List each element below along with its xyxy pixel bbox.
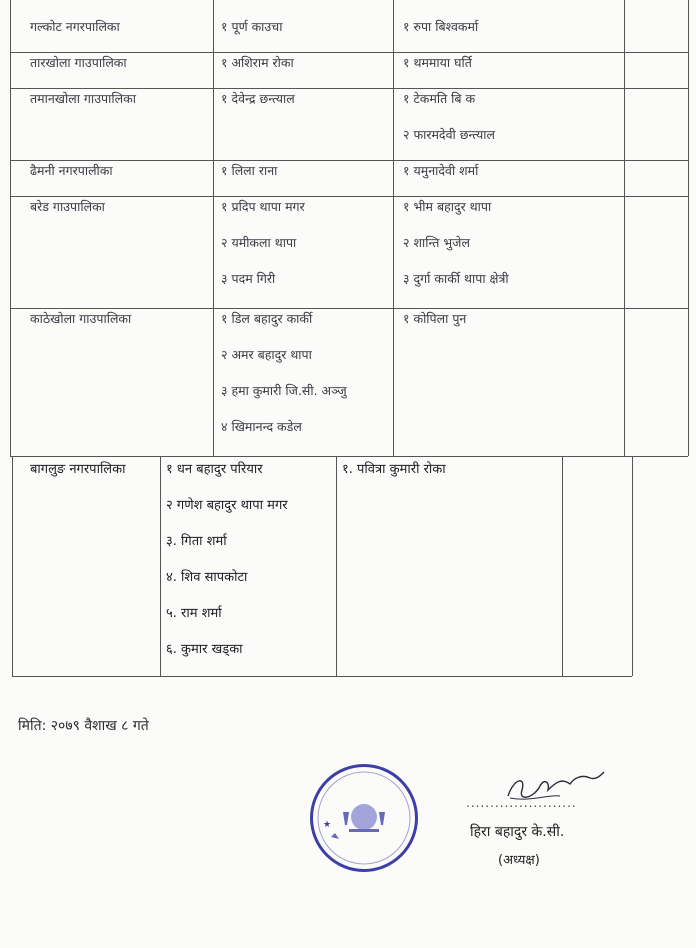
signatory-role: (अध्यक्ष): [498, 853, 540, 868]
table-row-border: [10, 88, 688, 89]
table-column-border: [12, 456, 13, 676]
seal-graphic: [313, 767, 415, 869]
candidate-name: १ थममाया घर्ति: [403, 55, 472, 70]
table-row-border: [10, 52, 688, 53]
candidate-name: ४ खिमानन्द कडेल: [221, 419, 302, 434]
candidate-name: १ कोपिला पुन: [403, 311, 467, 326]
candidate-name: १ अशिराम रोका: [221, 55, 294, 70]
candidate-name: १ रुपा बिश्वकर्मा: [403, 19, 479, 34]
municipality-cell: ढैमनी नगरपालीका: [30, 163, 113, 178]
party-seal: [310, 764, 418, 872]
table-row-border: [10, 160, 688, 161]
candidate-name: १ देवेन्द्र छन्त्याल: [221, 91, 295, 106]
candidate-name: १. पवित्रा कुमारी रोका: [342, 462, 446, 477]
candidate-name: ३ पदम गिरी: [221, 271, 276, 286]
date-line: मिति: २०७९ वैशाख ८ गते: [18, 718, 149, 734]
svg-text:★: ★: [323, 820, 332, 830]
candidate-name: १ धन बहादुर परियार: [166, 462, 263, 477]
signatory-name: हिरा बहादुर के.सी.: [470, 824, 565, 840]
table-column-border: [632, 456, 633, 676]
municipality-cell: गल्कोट नगरपालिका: [30, 19, 120, 34]
municipality-cell: बरेड गाउपालिका: [30, 199, 105, 214]
candidate-name: १ पूर्ण काउचा: [221, 19, 283, 34]
municipality-cell: तारखोला गाउपालिका: [30, 55, 127, 70]
table-column-border: [688, 0, 689, 456]
table-column-border: [624, 0, 625, 456]
candidate-name: ३ हमा कुमारी जि.सी. अञ्जु: [221, 383, 347, 398]
signature-line: .......................: [466, 796, 577, 810]
candidate-name: २ गणेश बहादुर थापा मगर: [166, 498, 288, 513]
candidate-name: २ यमीकला थापा: [221, 235, 297, 250]
candidate-name: १ टेकमति बि क: [403, 91, 476, 106]
candidate-name: २ फारमदेवी छन्त्याल: [403, 127, 495, 142]
table-column-border: [336, 456, 337, 676]
candidate-name: २ अमर बहादुर थापा: [221, 347, 312, 362]
candidate-name: १ लिला राना: [221, 163, 278, 178]
candidate-name: १ प्रदिप थापा मगर: [221, 199, 305, 214]
candidate-name: ५. राम शर्मा: [166, 606, 222, 621]
candidate-name: २ शान्ति भुजेल: [403, 235, 470, 250]
table-row-border: [10, 196, 688, 197]
table-column-border: [213, 0, 214, 456]
table-row-border: [12, 456, 632, 457]
table-column-border: [160, 456, 161, 676]
table-column-border: [562, 456, 563, 676]
table-row-border: [10, 308, 688, 309]
table-column-border: [393, 0, 394, 456]
candidate-name: ६. कुमार खड्का: [166, 642, 243, 657]
municipality-cell: तमानखोला गाउपालिका: [30, 91, 136, 106]
candidate-name: ३. गिता शर्मा: [166, 534, 227, 549]
municipality-cell: बागलुङ नगरपालिका: [30, 462, 126, 477]
municipality-cell: काठेखोला गाउपालिका: [30, 311, 132, 326]
candidate-name: १ डिल बहादुर कार्की: [221, 311, 313, 326]
table-row-border: [12, 676, 632, 677]
candidate-name: १ भीम बहादुर थापा: [403, 199, 492, 214]
candidate-name: ३ दुर्गा कार्की थापा क्षेत्री: [403, 271, 509, 286]
candidate-name: ४. शिव सापकोटा: [166, 570, 248, 585]
candidate-name: १ यमुनादेवी शर्मा: [403, 163, 479, 178]
table-column-border: [10, 0, 11, 456]
